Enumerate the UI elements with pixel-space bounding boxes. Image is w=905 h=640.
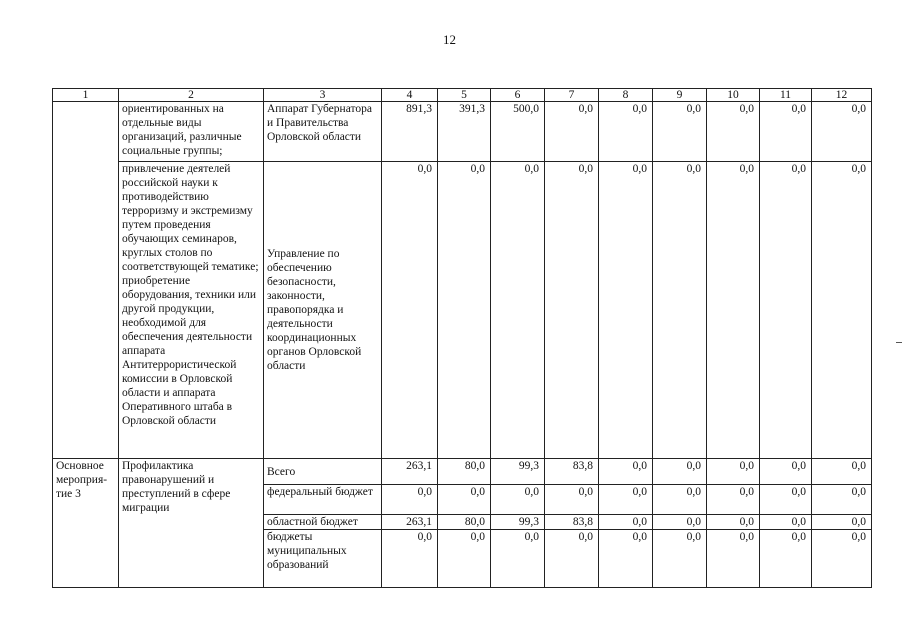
value-cell: 0,0 (545, 162, 599, 459)
header-cell: 12 (812, 89, 872, 102)
measure-description-cell: ориентированных на отдельные виды организаций, различные социальные группы; (119, 102, 264, 162)
value-cell: 0,0 (653, 102, 707, 162)
value-cell: 0,0 (382, 162, 438, 459)
value-cell: 0,0 (812, 162, 872, 459)
value-cell: 0,0 (707, 484, 760, 514)
executor-cell: Аппарат Губернатора и Правительства Орловской области (264, 102, 382, 162)
value-cell: 500,0 (491, 102, 545, 162)
value-cell: 0,0 (438, 529, 491, 587)
value-cell: 0,0 (760, 102, 812, 162)
source-cell: Всего (264, 459, 382, 484)
value-cell: 0,0 (760, 529, 812, 587)
header-cell: 11 (760, 89, 812, 102)
value-cell: 0,0 (491, 162, 545, 459)
table-row (53, 162, 872, 459)
value-cell: 0,0 (545, 102, 599, 162)
value-cell: 0,0 (812, 514, 872, 529)
header-row (53, 89, 872, 102)
value-cell: 0,0 (760, 459, 812, 484)
value-cell: 0,0 (707, 529, 760, 587)
value-cell: 0,0 (812, 102, 872, 162)
value-cell: 83,8 (545, 514, 599, 529)
value-cell: 99,3 (491, 514, 545, 529)
value-cell: 391,3 (438, 102, 491, 162)
table-row (53, 102, 872, 162)
header-cell: 7 (545, 89, 599, 102)
value-cell: 0,0 (760, 162, 812, 459)
value-cell: 0,0 (653, 162, 707, 459)
header-cell: 5 (438, 89, 491, 102)
header-cell: 3 (264, 89, 382, 102)
measure-label-cell: Основное мероприя-тие 3 (53, 459, 119, 588)
budget-table (52, 88, 872, 588)
header-cell: 6 (491, 89, 545, 102)
value-cell: 0,0 (653, 514, 707, 529)
header-cell: 8 (599, 89, 653, 102)
value-cell: 80,0 (438, 514, 491, 529)
header-cell: 10 (707, 89, 760, 102)
value-cell: 0,0 (812, 484, 872, 514)
value-cell: 0,0 (812, 459, 872, 484)
value-cell: 0,0 (599, 102, 653, 162)
source-cell: бюджеты муниципальных образований (264, 529, 382, 587)
value-cell: 0,0 (382, 529, 438, 587)
value-cell: 0,0 (599, 459, 653, 484)
value-cell: 263,1 (382, 514, 438, 529)
value-cell: 0,0 (545, 484, 599, 514)
source-cell: областной бюджет (264, 514, 382, 529)
value-cell: 0,0 (491, 529, 545, 587)
source-cell: федеральный бюджет (264, 484, 382, 514)
value-cell: 0,0 (707, 514, 760, 529)
value-cell: 80,0 (438, 459, 491, 484)
header-cell: 4 (382, 89, 438, 102)
value-cell: 83,8 (545, 459, 599, 484)
value-cell: 891,3 (382, 102, 438, 162)
value-cell: 0,0 (653, 529, 707, 587)
table-row (53, 459, 872, 484)
measure-description-cell: Профилактика правонарушений и преступлений в сфере миграции (119, 459, 264, 588)
value-cell: 0,0 (545, 529, 599, 587)
value-cell: 0,0 (707, 162, 760, 459)
value-cell: 0,0 (491, 484, 545, 514)
header-cell: 1 (53, 89, 119, 102)
value-cell: 0,0 (707, 459, 760, 484)
value-cell: 0,0 (599, 529, 653, 587)
measure-label-cell (53, 102, 119, 459)
value-cell: 0,0 (812, 529, 872, 587)
value-cell: 0,0 (653, 484, 707, 514)
value-cell: 0,0 (382, 484, 438, 514)
value-cell: 0,0 (760, 514, 812, 529)
measure-description-cell: привлечение деятелей российской науки к противодействию терроризму и экстремизму путем проведения обучающих семинаров, круглых столов по соответствующей тематике; приобретение оборудования, техники или другой продукции, необходимой для обеспечения деятельности аппарата Антитеррористической комиссии в Орловской области и аппарата Оперативного штаба в Орловской области (119, 162, 264, 459)
value-cell: 0,0 (760, 484, 812, 514)
value-cell: 0,0 (438, 484, 491, 514)
value-cell: 0,0 (707, 102, 760, 162)
header-cell: 9 (653, 89, 707, 102)
executor-cell: Управление по обеспечению безопасности, законности, правопорядка и деятельности координационных органов Орловской области (264, 162, 382, 459)
value-cell: 99,3 (491, 459, 545, 484)
value-cell: 0,0 (653, 459, 707, 484)
page-number: 12 (443, 32, 456, 47)
value-cell: 0,0 (438, 162, 491, 459)
value-cell: 0,0 (599, 514, 653, 529)
header-cell: 2 (119, 89, 264, 102)
scan-mark (896, 342, 902, 343)
value-cell: 0,0 (599, 162, 653, 459)
value-cell: 0,0 (599, 484, 653, 514)
value-cell: 263,1 (382, 459, 438, 484)
